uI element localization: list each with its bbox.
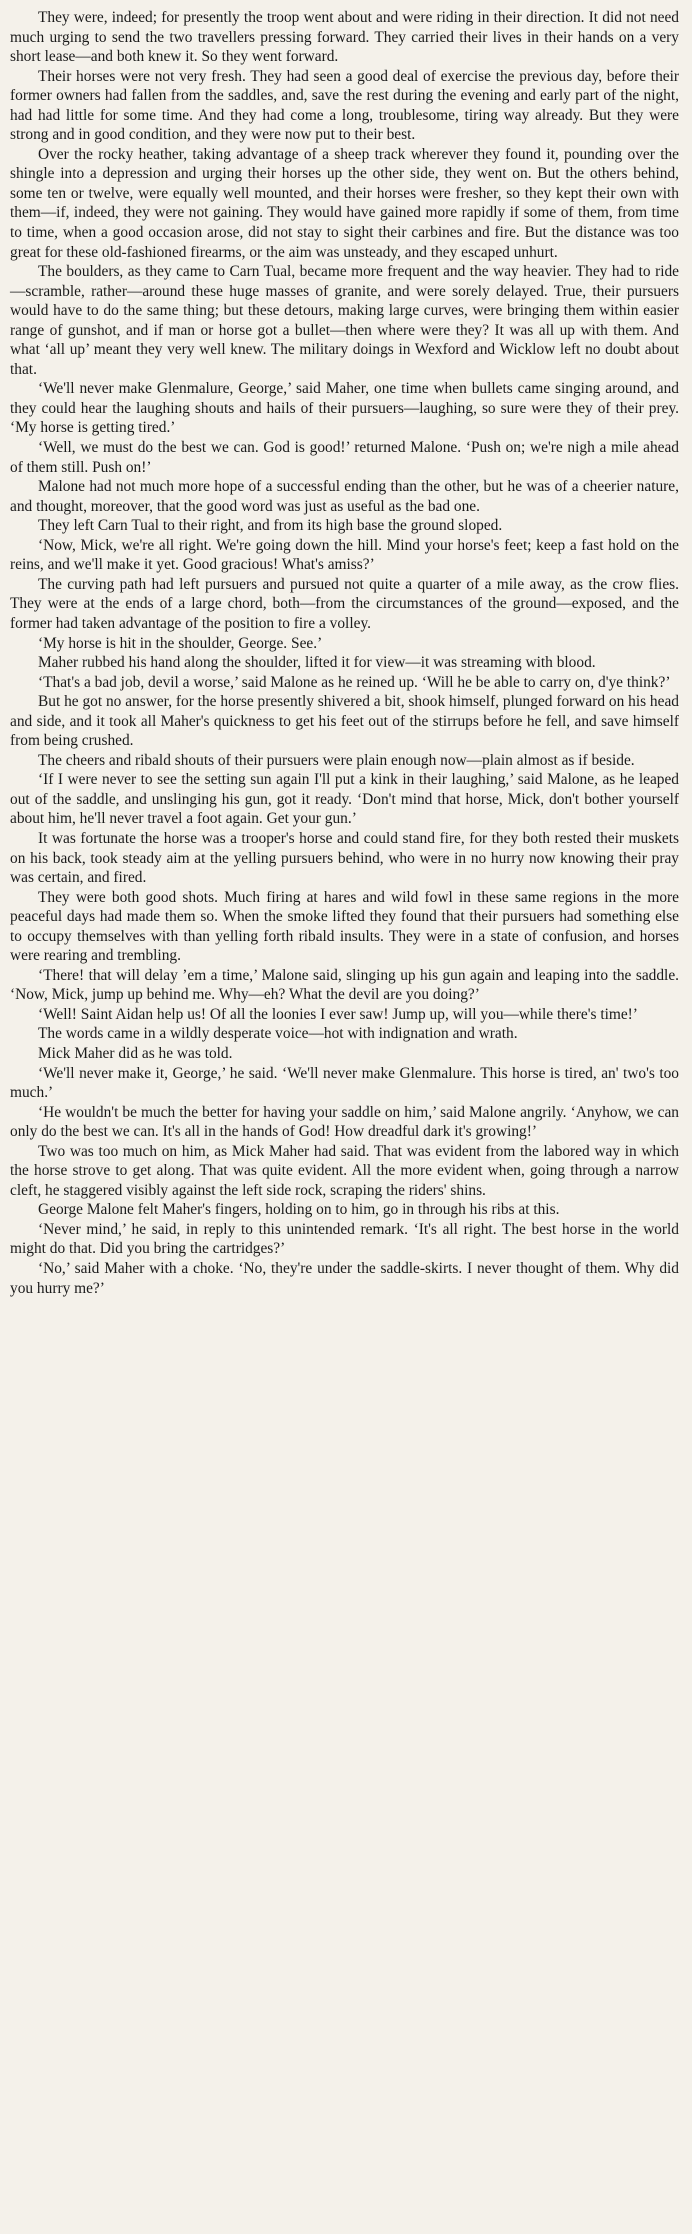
paragraph: The boulders, as they came to Carn Tual, became more frequent and the way heavier. They had to ride—scramble, rather—around these huge masses of granite, and were sorely delayed. True, their pursuers would have to do the same thing; but these detours, making large curves, were bringing them within easier range of gunshot, and if man or horse got a bullet—then where were they? It was all up with them. And what ‘all up’ meant they very well knew. The military doings in Wexford and Wicklow left no doubt about that. [10, 263, 679, 378]
paragraph: The cheers and ribald shouts of their pursuers were plain enough now—plain almost as if beside. [38, 751, 635, 769]
paragraph: ‘Well! Saint Aidan help us! Of all the loonies I ever saw! Jump up, will you—while there's time!’ [38, 1005, 638, 1023]
paragraph: They were, indeed; for presently the troop went about and were riding in their direction. It did not need much urging to send the two travellers pressing forward. They carried their lives in their hands on a very short lease—and both knew it. So they went forward. [10, 9, 679, 66]
paragraph: They left Carn Tual to their right, and from its high base the ground sloped. [38, 517, 503, 535]
paragraph: ‘There! that will delay ’em a time,’ Malone said, slinging up his gun again and leaping into the saddle. ‘Now, Mick, jump up behind me. Why—eh? What the devil are you doing?’ [10, 966, 679, 1004]
paragraph: Their horses were not very fresh. They had seen a good deal of exercise the previous day, before their former owners had fallen from the saddles, and, save the rest during the evening and early part of the night, had had little for some time. And they had come a long, troublesome, tiring way already. But they were strong and in good condition, and they were now put to their best. [10, 67, 679, 144]
paragraph: George Malone felt Maher's fingers, holding on to him, go in through his ribs at this. [38, 1201, 560, 1219]
paragraph: ‘We'll never make Glenmalure, George,’ said Maher, one time when bullets came singing around, and they could hear the laughing shouts and hails of their pursuers—laughing, so sure were they of their prey. ‘My horse is getting tired.’ [10, 380, 679, 437]
paragraph: ‘He wouldn't be much the better for having your saddle on him,’ said Malone angrily. ‘Anyhow, we can only do the best we can. It's all in the hands of God! How dreadful dark it's growing!’ [10, 1103, 679, 1141]
paragraph: Malone had not much more hope of a successful ending than the other, but he was of a cheerier nature, and thought, moreover, that the good word was just as useful as the bad one. [10, 478, 679, 515]
paragraph: ‘Now, Mick, we're all right. We're going down the hill. Mind your horse's feet; keep a fast hold on the reins, and we'll make it yet. Good gracious! What's amiss?’ [10, 536, 679, 574]
paragraph: ‘Never mind,’ he said, in reply to this unintended remark. ‘It's all right. The best horse in the world might do that. Did you bring the cartridges?’ [10, 1220, 679, 1258]
paragraph: Maher rubbed his hand along the shoulder, lifted it for view—it was streaming with blood. [38, 654, 596, 672]
paragraph: Over the rocky heather, taking advantage of a sheep track wherever they found it, pounding over the shingle into a depression and urging their horses up the other side, they went on. But the others behind, some ten or twelve, were equally well mounted, and their horses were fresher, so they kept their own with them—if, indeed, they were not gaining. They would have gained more rapidly if some of them, from time to time, when a good occasion arose, did not stay to sight their carbines and fire. But the distance was too great for these old-fashioned firearms, or the aim was unsteady, and they escaped unhurt. [10, 145, 679, 261]
paragraph: Mick Maher did as he was told. [38, 1044, 233, 1062]
paragraph: They were both good shots. Much firing at hares and wild fowl in these same regions in the more peaceful days had made them so. When the smoke lifted they found that their pursuers had something else to occupy themselves with than yelling forth ribald insults. They were in a state of confusion, and horses were rearing and trembling. [10, 888, 679, 965]
paragraph: It was fortunate the horse was a trooper's horse and could stand fire, for they both rested their muskets on his back, took steady aim at the yelling pursuers behind, who were in no hurry now knowing their pray was certain, and fired. [10, 829, 679, 887]
paragraph: ‘My horse is hit in the shoulder, George. See.’ [38, 634, 323, 652]
paragraph: The words came in a wildly desperate voice—hot with indignation and wrath. [38, 1025, 518, 1043]
paragraph: Two was too much on him, as Mick Maher had said. That was evident from the labored way in which the horse strove to get along. That was quite evident. All the more evident when, going through a narrow cleft, he staggered visibly against the left side rock, scraping the riders' shins. [10, 1142, 679, 1199]
paragraph: ‘We'll never make it, George,’ he said. ‘We'll never make Glenmalure. This horse is tired, an' two's too much.’ [10, 1064, 679, 1102]
paragraph: ‘If I were never to see the setting sun again I'll put a kink in their laughing,’ said Malone, as he leaped out of the saddle, and unslinging his gun, got it ready. ‘Don't mind that horse, Mick, don't bother yourself about him, he'll never travel a foot again. Get your gun.’ [10, 771, 679, 828]
paragraph: ‘No,’ said Maher with a choke. ‘No, they're under the saddle-skirts. I never thought of them. Why did you hurry me?’ [10, 1260, 679, 1297]
paragraph: But he got no answer, for the horse presently shivered a bit, shook himself, plunged forward on his head and side, and it took all Maher's quickness to get his feet out of the stirrups before he fell, and save himself from being crushed. [10, 693, 679, 750]
paragraph: ‘That's a bad job, devil a worse,’ said Malone as he reined up. ‘Will he be able to carry on, d'ye think?’ [38, 673, 671, 691]
paragraph: ‘Well, we must do the best we can. God is good!’ returned Malone. ‘Push on; we're nigh a mile ahead of them still. Push on!’ [10, 439, 679, 476]
paragraph: The curving path had left pursuers and pursued not quite a quarter of a mile away, as the crow flies. They were at the ends of a large chord, both—from the circumstances of the ground—exposed, and the former had taken advantage of the position to fire a volley. [10, 575, 679, 632]
